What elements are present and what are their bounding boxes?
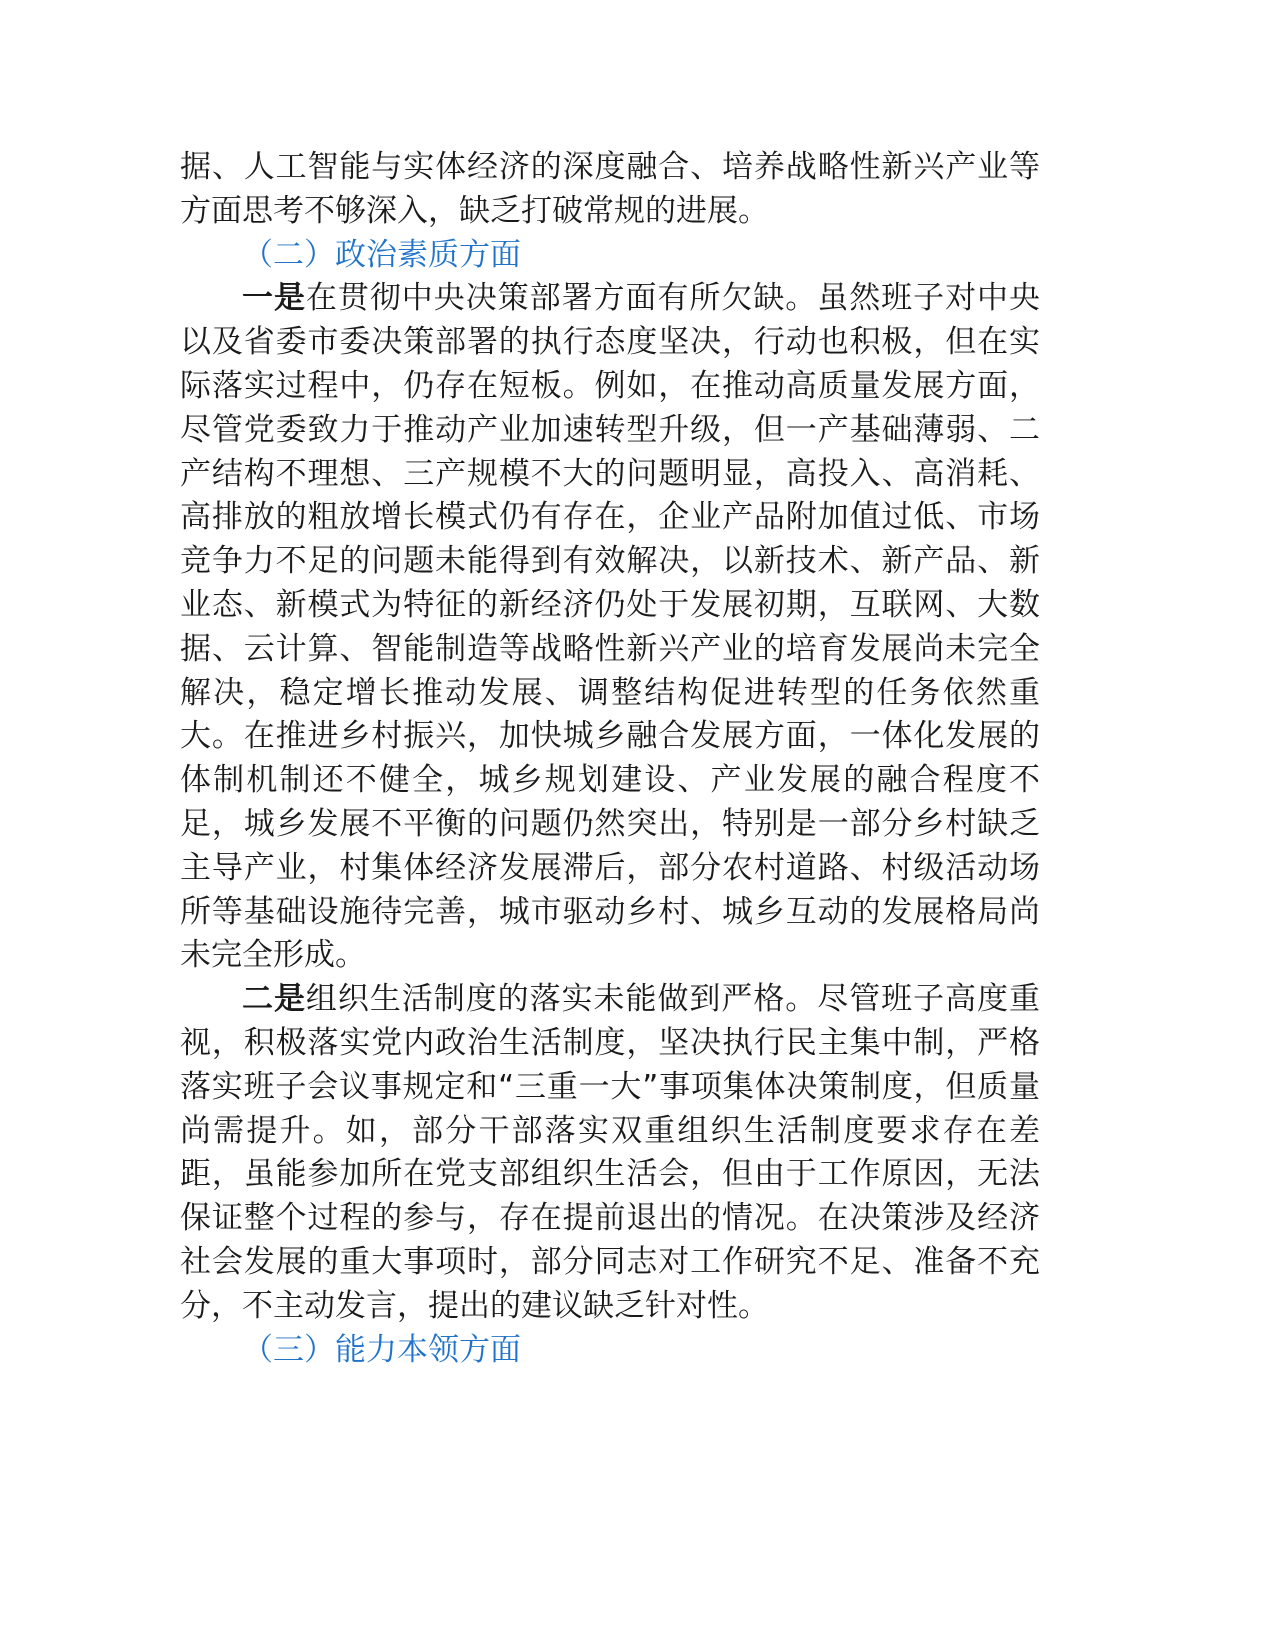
item-text-2: 组织生活制度的落实未能做到严格。尽管班子高度重视，积极落实党内政治生活制度，坚决执行民主集中制，严格落实班子会议事规定和“三重一大”事项集体决策制度，但质量尚需提升。如，部分干部落实双重组织生活制度要求存在差距，虽能参加所在党支部组织生活会，但由于工作原因，无法保证整个过程的参与，存在提前退出的情况。在决策涉及经济社会发展的重大事项时，部分同志对工作研究不足、准备不充分，不主动发言，提出的建议缺乏针对性。 [180, 981, 1041, 1324]
item-text-1: 在贯彻中央决策部署方面有所欠缺。虽然班子对中央以及省委市委决策部署的执行态度坚决，行动也积极，但在实际落实过程中，仍存在短板。例如，在推动高质量发展方面，尽管党委致力于推动产业加速转型升级，但一产基础薄弱、二产结构不理想、三产规模不大的问题明显，高投入、高消耗、高排放的粗放增长模式仍有存在，企业产品附加值过低、市场竞争力不足的问题未能得到有效解决，以新技术、新产品、新业态、新模式为特征的新经济仍处于发展初期，互联网、大数据、云计算、智能制造等战略性新兴产业的培育发展尚未完全解决，稳定增长推动发展、调整结构促进转型的任务依然重大。在推进乡村振兴，加快城乡融合发展方面，一体化发展的体制机制还不健全，城乡规划建设、产业发展的融合程度不足，城乡发展不平衡的问题仍然突出，特别是一部分乡村缺乏主导产业，村集体经济发展滞后，部分农村道路、村级活动场所等基础设施待完善，城市驱动乡村、城乡互动的发展格局尚未完全形成。 [180, 280, 1041, 974]
item-paragraph-1 [180, 277, 1040, 978]
section-heading-political-quality: （二）政治素质方面 [242, 236, 521, 273]
item-lead-1: 一是 [242, 280, 306, 317]
section-heading-capability: （三）能力本领方面 [242, 1331, 521, 1368]
item-paragraph-2 [180, 978, 1040, 1328]
item-lead-2: 二是 [242, 981, 306, 1018]
document-body [180, 146, 1040, 1372]
continuation-paragraph: 据、人工智能与实体经济的深度融合、培养战略性新兴产业等方面思考不够深入，缺乏打破常规的进展。 [180, 149, 1040, 229]
